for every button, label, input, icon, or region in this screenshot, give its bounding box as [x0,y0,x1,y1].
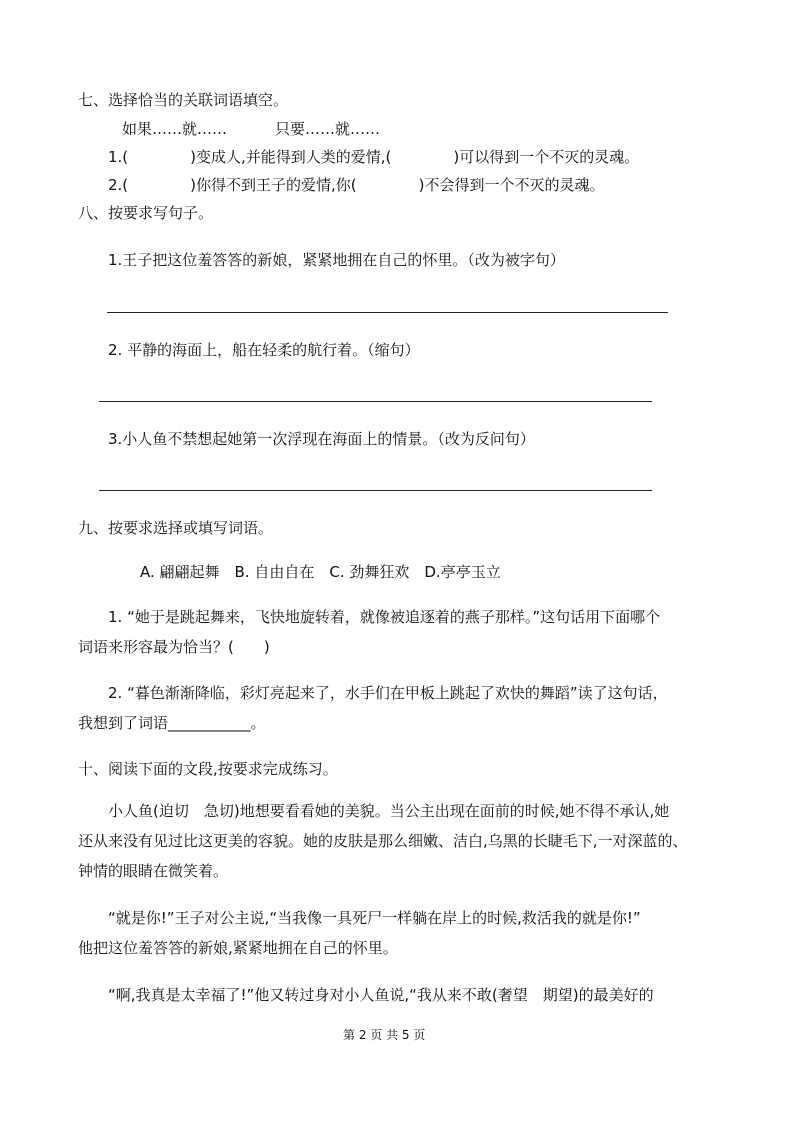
sec9-question-1-line-2: 词语来形容最为恰当？( ) [78,638,270,656]
sec8-question-1: 1.王子把这位羞答答的新娘，紧紧地拥在自己的怀里。（改为被字句） [108,251,565,269]
sec8-question-2: 2. 平静的海面上，船在轻柔的航行着。（缩句） [108,341,420,359]
answer-line-1 [107,312,668,313]
answer-line-2 [99,401,652,402]
q2-end: )不会得到一个不灭的灵魂。 [418,176,605,194]
q1-number: 1.( [108,148,129,166]
sec8-question-3: 3.小人鱼不禁想起她第一次浮现在海面上的情景。（改为反问句） [108,430,535,448]
conjunction-option-1: 如果……就…… [122,120,228,138]
passage-2-line-1: “就是你!”王子对公主说,“当我像一具死尸一样躺在岸上的时候,救活我的就是你!” [108,909,641,927]
section-9-title: 九、按要求选择或填写词语。 [78,519,274,537]
passage-3-line-1: “啊,我真是太幸福了!”他又转过身对小人鱼说,“我从来不敢(奢望 期望)的最美好的 [108,986,654,1004]
passage-1-line-1: 小人鱼(迫切 急切)地想要看看她的美貌。当公主出现在面前的时候,她不得不承认,她 [108,802,670,820]
word-choices: A. 翩翩起舞 B. 自由自在 C. 劲舞狂欢 D.亭亭玉立 [140,563,501,581]
answer-line-3 [99,490,652,491]
section-7-title: 七、选择恰当的关联词语填空。 [78,91,289,109]
sec7-question-2 [108,175,605,195]
sec9-question-1-line-1: 1. “她于是跳起舞来，飞快地旋转着，就像被追逐着的燕子那样。”这句话用下面哪个 [108,608,661,626]
page-footer: 第 2 页 共 5 页 [343,1028,426,1042]
sec9-question-2-line-2: 我想到了词语___________。 [78,714,266,732]
sec9-question-2-line-1: 2. “暮色渐渐降临，彩灯亮起来了，水手们在甲板上跳起了欢快的舞蹈”读了这句话， [108,684,668,702]
section-8-title: 八、按要求写句子。 [78,204,214,222]
q1-middle: )变成人,并能得到人类的爱情,( [190,148,392,166]
sec7-question-1 [108,147,639,167]
passage-1-line-2: 还从来没有见过比这更美的容貌。她的皮肤是那么细嫩、洁白,乌黑的长睫毛下,一对深蓝的、 [78,832,688,850]
passage-2-line-2: 他把这位羞答答的新娘,紧紧地拥在自己的怀里。 [78,939,398,957]
passage-1-line-3: 钟情的眼睛在微笑着。 [78,862,229,880]
q1-end: )可以得到一个不灭的灵魂。 [453,148,640,166]
q2-number: 2.( [108,176,129,194]
q2-middle: )你得不到王子的爱情,你( [190,176,357,194]
conjunction-option-2: 只要……就…… [275,120,381,138]
section-10-title: 十、阅读下面的文段,按要求完成练习。 [78,760,338,778]
